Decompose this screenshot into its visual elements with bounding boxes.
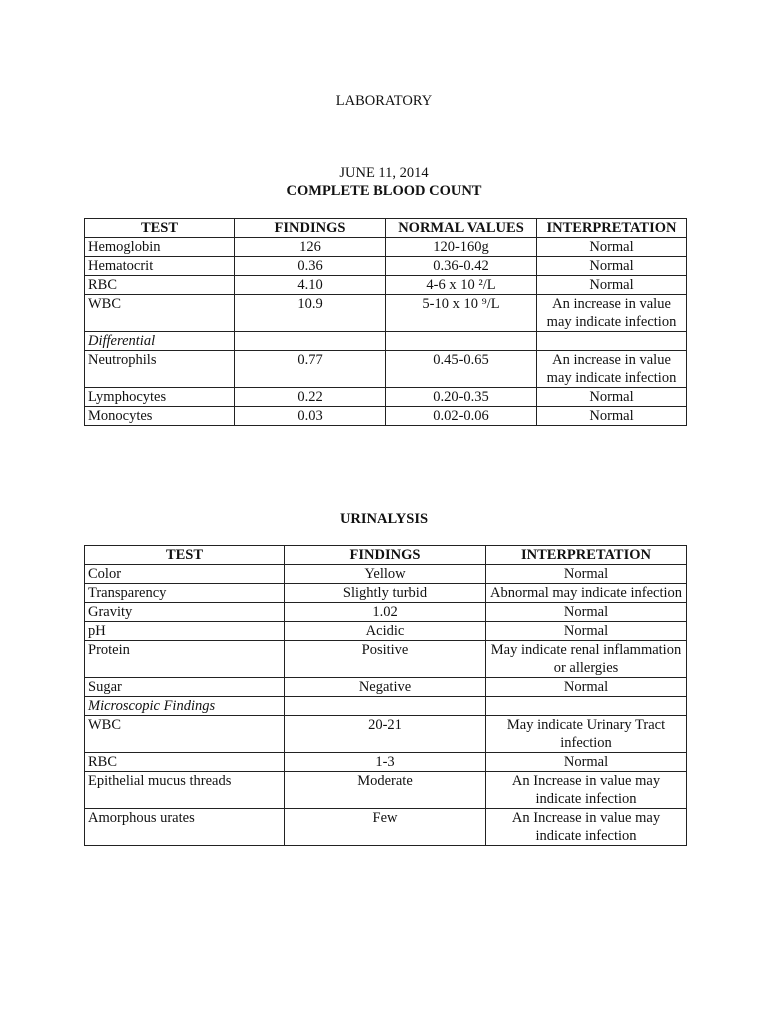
test-cell: pH: [85, 622, 285, 641]
normal-values-cell: 120-160g: [386, 238, 537, 257]
interpretation-cell: Normal: [537, 276, 687, 295]
normal-values-cell: 0.36-0.42: [386, 257, 537, 276]
normal-values-cell: 5-10 x 10 ⁹/L: [386, 295, 537, 332]
test-cell: Transparency: [85, 584, 285, 603]
interpretation-cell: May indicate renal inflammation or allergies: [486, 641, 687, 678]
table-row: [85, 584, 687, 603]
test-cell: Amorphous urates: [85, 809, 285, 846]
interpretation-cell: Normal: [486, 678, 687, 697]
cbc-date: JUNE 11, 2014: [339, 165, 429, 181]
cbc-header-findings: FINDINGS: [235, 219, 386, 238]
table-row: [85, 238, 687, 257]
findings-cell: Negative: [285, 678, 486, 697]
table-row: [85, 407, 687, 426]
test-cell: RBC: [85, 276, 235, 295]
interpretation-cell: Normal: [537, 388, 687, 407]
interpretation-cell: An increase in value may indicate infection: [537, 351, 687, 388]
findings-cell: 10.9: [235, 295, 386, 332]
findings-cell: Acidic: [285, 622, 486, 641]
interpretation-cell: [537, 332, 687, 351]
urinalysis-header-test: TEST: [85, 546, 285, 565]
cbc-table: [84, 218, 687, 426]
findings-cell: Few: [285, 809, 486, 846]
findings-cell: 0.22: [235, 388, 386, 407]
findings-cell: 1-3: [285, 753, 486, 772]
findings-cell: 0.77: [235, 351, 386, 388]
table-row: [85, 809, 687, 846]
urinalysis-table: [84, 545, 687, 846]
section-label-cell: Microscopic Findings: [85, 697, 285, 716]
urinalysis-header-findings: FINDINGS: [285, 546, 486, 565]
findings-cell: Moderate: [285, 772, 486, 809]
findings-cell: 0.36: [235, 257, 386, 276]
interpretation-cell: Normal: [486, 603, 687, 622]
test-cell: RBC: [85, 753, 285, 772]
urinalysis-header-row: [85, 546, 687, 565]
test-cell: Neutrophils: [85, 351, 235, 388]
table-row: [85, 603, 687, 622]
table-row: [85, 295, 687, 332]
table-row: [85, 716, 687, 753]
test-cell: Monocytes: [85, 407, 235, 426]
table-row: [85, 257, 687, 276]
cbc-header-normal-values: NORMAL VALUES: [386, 219, 537, 238]
normal-values-cell: [386, 332, 537, 351]
cbc-header-row: [85, 219, 687, 238]
test-cell: WBC: [85, 716, 285, 753]
interpretation-cell: An increase in value may indicate infection: [537, 295, 687, 332]
test-cell: Epithelial mucus threads: [85, 772, 285, 809]
test-cell: Protein: [85, 641, 285, 678]
interpretation-cell: Normal: [486, 565, 687, 584]
section-label-cell: Differential: [85, 332, 235, 351]
findings-cell: 20-21: [285, 716, 486, 753]
table-row: [85, 678, 687, 697]
cbc-title: COMPLETE BLOOD COUNT: [286, 183, 482, 199]
test-cell: Gravity: [85, 603, 285, 622]
cbc-header-test: TEST: [85, 219, 235, 238]
interpretation-cell: Normal: [537, 257, 687, 276]
test-cell: WBC: [85, 295, 235, 332]
urinalysis-title: URINALYSIS: [339, 511, 429, 527]
findings-cell: 1.02: [285, 603, 486, 622]
normal-values-cell: 0.02-0.06: [386, 407, 537, 426]
normal-values-cell: 0.45-0.65: [386, 351, 537, 388]
findings-cell: 4.10: [235, 276, 386, 295]
interpretation-cell: An Increase in value may indicate infection: [486, 809, 687, 846]
table-row: [85, 641, 687, 678]
interpretation-cell: May indicate Urinary Tract infection: [486, 716, 687, 753]
findings-cell: [285, 697, 486, 716]
test-cell: Hemoglobin: [85, 238, 235, 257]
table-row: [85, 565, 687, 584]
test-cell: Sugar: [85, 678, 285, 697]
findings-cell: 0.03: [235, 407, 386, 426]
cbc-header-interpretation: INTERPRETATION: [537, 219, 687, 238]
interpretation-cell: Abnormal may indicate infection: [486, 584, 687, 603]
normal-values-cell: 4-6 x 10 ²/L: [386, 276, 537, 295]
findings-cell: [235, 332, 386, 351]
table-row: [85, 351, 687, 388]
table-row: [85, 276, 687, 295]
findings-cell: 126: [235, 238, 386, 257]
table-row: [85, 388, 687, 407]
findings-cell: Yellow: [285, 565, 486, 584]
interpretation-cell: Normal: [537, 238, 687, 257]
test-cell: Hematocrit: [85, 257, 235, 276]
table-row: [85, 332, 687, 351]
interpretation-cell: [486, 697, 687, 716]
interpretation-cell: Normal: [486, 622, 687, 641]
interpretation-cell: Normal: [486, 753, 687, 772]
page-title: LABORATORY: [335, 93, 433, 109]
table-row: [85, 622, 687, 641]
test-cell: Color: [85, 565, 285, 584]
findings-cell: Positive: [285, 641, 486, 678]
interpretation-cell: Normal: [537, 407, 687, 426]
table-row: [85, 697, 687, 716]
urinalysis-header-interpretation: INTERPRETATION: [486, 546, 687, 565]
normal-values-cell: 0.20-0.35: [386, 388, 537, 407]
table-row: [85, 753, 687, 772]
interpretation-cell: An Increase in value may indicate infection: [486, 772, 687, 809]
test-cell: Lymphocytes: [85, 388, 235, 407]
findings-cell: Slightly turbid: [285, 584, 486, 603]
table-row: [85, 772, 687, 809]
